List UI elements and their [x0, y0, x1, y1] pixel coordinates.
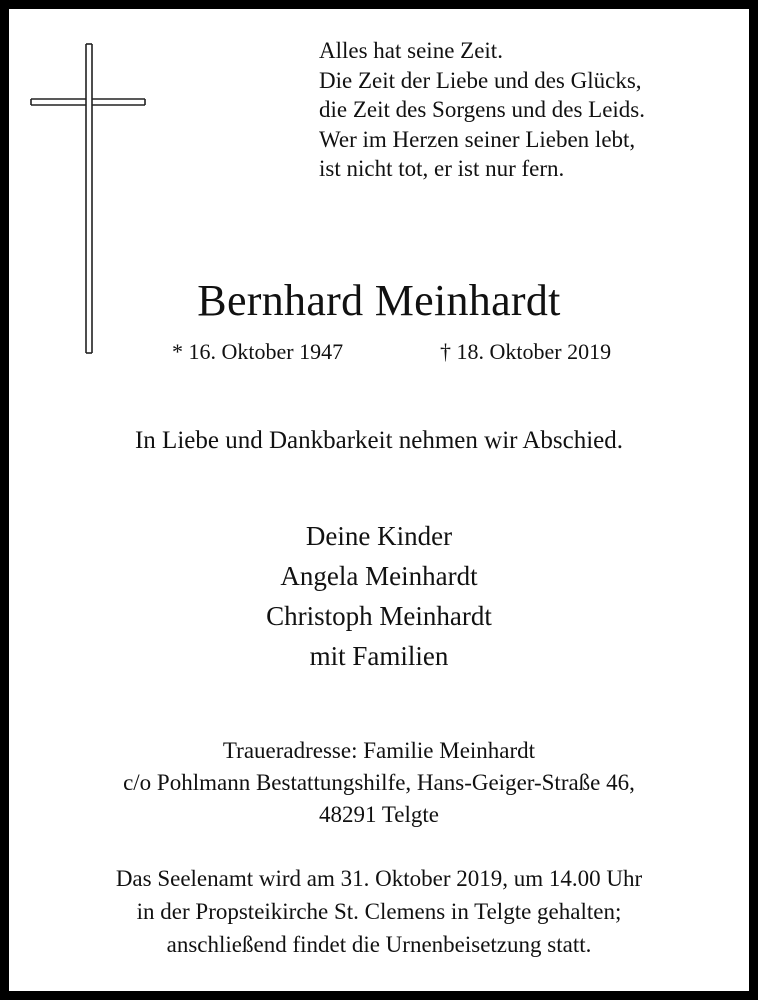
family-line: Deine Kinder	[305, 521, 453, 551]
address-line: c/o Pohlmann Bestattungshilfe, Hans-Geiger-Straße 46,	[123, 770, 635, 795]
deceased-name: Bernhard Meinhardt	[197, 276, 561, 325]
quote-block	[319, 36, 645, 184]
death-date: † 18. Oktober 2019	[440, 339, 612, 364]
service-line: Das Seelenamt wird am 31. Oktober 2019, um 14.00 Uhr	[115, 866, 643, 891]
service-line: anschließend findet die Urnenbeisetzung statt.	[166, 932, 592, 957]
family-block	[9, 516, 749, 676]
family-line: Angela Meinhardt	[280, 561, 478, 591]
quote-line: ist nicht tot, er ist nur fern.	[319, 156, 565, 181]
family-line: Christoph Meinhardt	[266, 601, 492, 631]
quote-line: Die Zeit der Liebe und des Glücks,	[319, 67, 642, 93]
quote-line: die Zeit des Sorgens und des Leids.	[319, 97, 645, 122]
quote-line: Wer im Herzen seiner Lieben lebt,	[319, 126, 636, 152]
service-line: in der Propsteikirche St. Clemens in Telgte gehalten;	[136, 899, 622, 924]
address-line: Traueradresse: Familie Meinhardt	[222, 738, 536, 763]
quote-line: Alles hat seine Zeit.	[319, 38, 503, 63]
farewell-text: In Liebe und Dankbarkeit nehmen wir Abschied.	[134, 427, 624, 454]
address-line: 48291 Telgte	[319, 802, 439, 827]
service-info	[9, 862, 749, 961]
birth-date: * 16. Oktober 1947	[172, 339, 344, 364]
mourning-address	[9, 735, 749, 831]
family-line: mit Familien	[309, 641, 449, 671]
